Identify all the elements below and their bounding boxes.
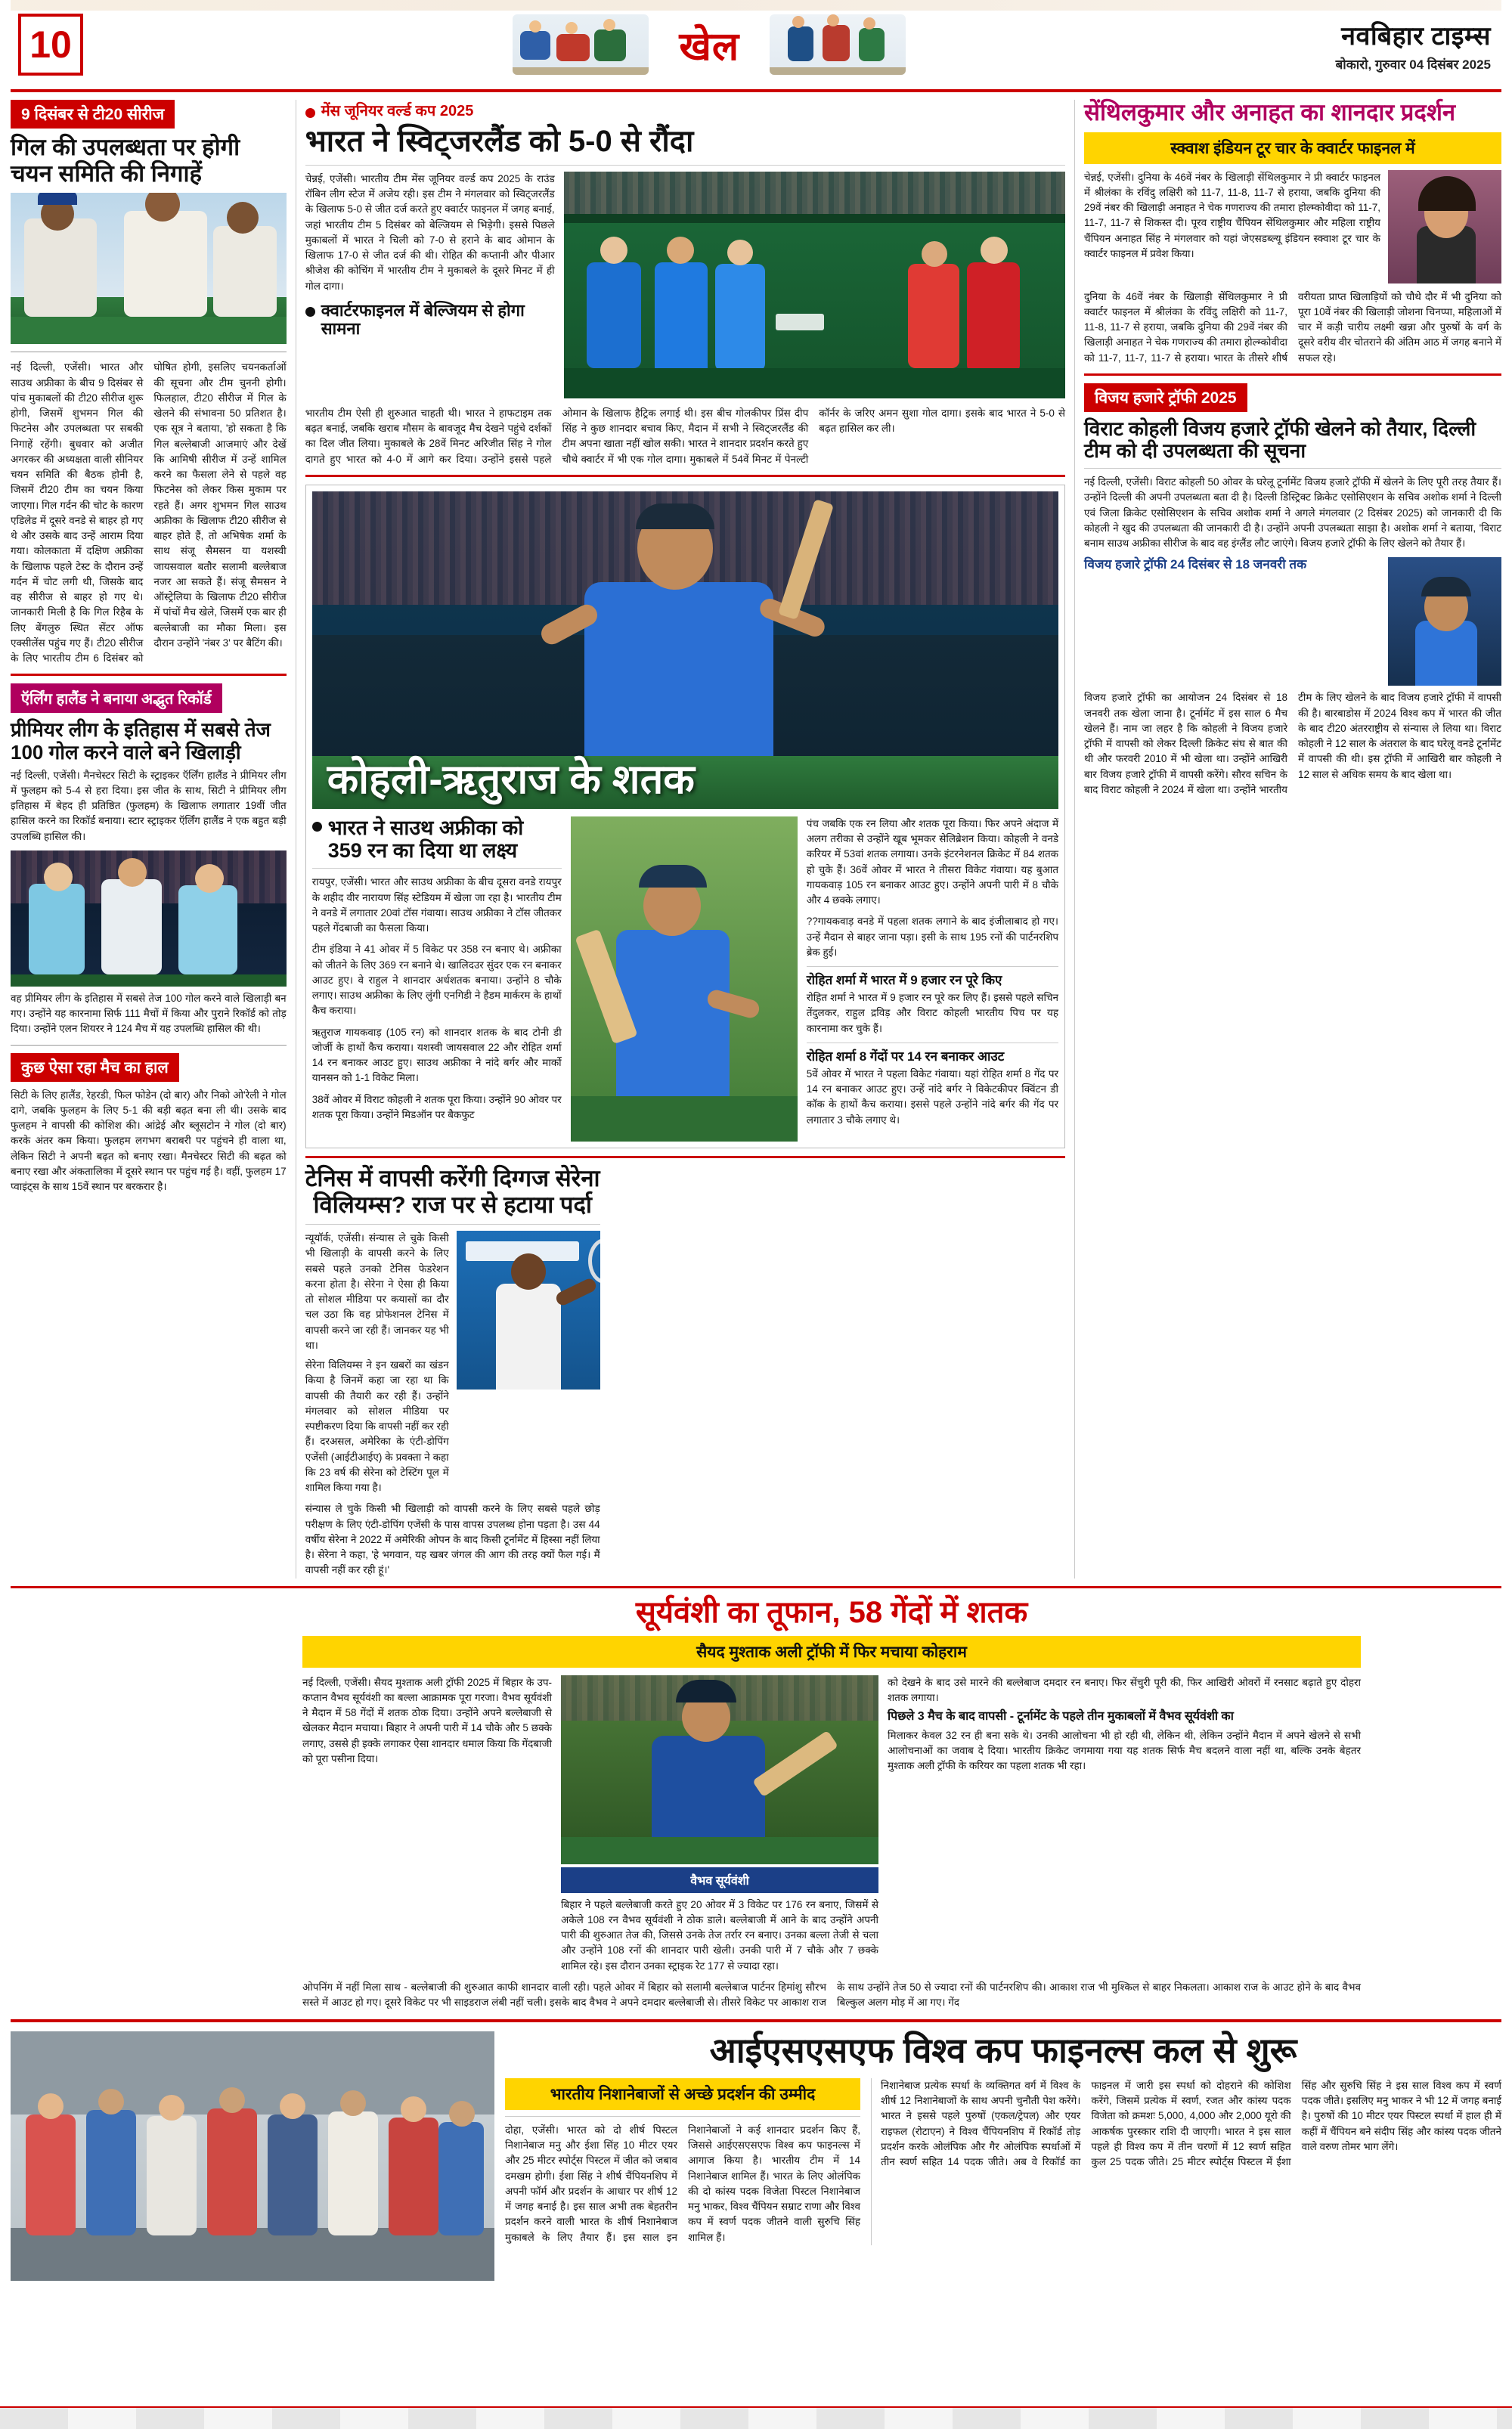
vijay-sub-col [1084, 557, 1380, 686]
mast-top-stripe [11, 0, 1501, 11]
cricket-main-block [305, 485, 1065, 1148]
suryavanshi-photo [561, 1675, 878, 1864]
divider [11, 1045, 287, 1046]
left-second-photo-caption: वह प्रीमियर लीग के इतिहास में सबसे तेज 100 गोल करने वाले खिलाड़ी बन गए। उन्होंने यह कारनामा सिर्फ 111 मैचों में किया और पुराने रिकॉर्ड को तोड़ दिया। उन्होंने एलन शियरर ने 124 मैच में यह उपलब्धि हासिल की थी। [11, 992, 287, 1035]
tennis-body-2: सेरेना विलियम्स ने इन खबरों का खंडन किया है जिनमें कहा जा रहा था कि वापसी की तैयारी कर रही हैं। उन्होंने मंगलवार को सोशल मीडिया पर स्पष्टीकरण दिया कि वापसी नहीं कर रही हैं। दरअसल, अमेरिका के एंटी-डोपिंग एजेंसी (आईटीआईए) के प्रवक्ता ने कहा कि 23 वर्ष की सेरेना को टेस्टिंग पूल में शामिल किया गया है। [305, 1359, 449, 1494]
kohli-photo [1388, 557, 1501, 686]
hockey-top-row [305, 172, 1065, 398]
tennis-headline: टेनिस में वापसी करेंगी दिग्गज सेरेना विलियम्स? राज पर से हटाया पर्दा [305, 1164, 600, 1218]
bullet-dot-icon [305, 108, 315, 118]
cricket-right-1: पंच जबकि एक रन लिया और शतक पूरा किया। फिर अपने अंदाज में अलग तरीका से उन्होंने खूब भूमकर सेलिब्रेशन किया। कोहली ने वनडे करियर में 53वां शतक लगाया। उनके इंटरनेशनल क्रिकेट में 84 शतक हो चुके हैं। 36वें ओवर में भारत ने तीसरा विकेट गंवाया। यह बुआत गायकवाड़ 105 रन बनाकर आउट हुए। उन्होंने अपनी पारी में 8 चौके और 4 छक्के लगाए। [806, 817, 1059, 906]
left-second-headline: प्रीमियर लीग के इतिहास में सबसे तेज 100 गोल करने वाले बने खिलाड़ी [11, 718, 271, 764]
divider [1084, 468, 1501, 469]
right-column [1074, 100, 1501, 1579]
issf-text [505, 2031, 1501, 2281]
suryavanshi-photo-caption: वैभव सूर्यवंशी [561, 1867, 878, 1893]
cricket-left-col [312, 816, 562, 1142]
cricket-sub-1-head: रोहित शर्मा में भारत में 9 हजार रन पूरे किए [806, 973, 1002, 988]
cricket-sub-1-body: रोहित शर्मा ने भारत में 9 हजार रन पूरे कर लिए हैं। इससे पहले सचिन तेंदुलकर, राहुल द्रविड़ और विराट कोहली भारतीय पिच पर यह कारनामा कर चुके हैं। [806, 992, 1059, 1034]
suryavanshi-block [11, 1586, 1501, 2011]
tennis-body-1: न्यूयॉर्क, एजेंसी। संन्यास ले चुके किसी भी खिलाड़ी के वापसी करने के लिए सबसे पहले उनको टेनिस फेडरेशन करना होता है। सेरेना ने ऐसा ही किया तो सोशल मीडिया पर कयासों का दौर चल उठा कि वह प्रोफेशनल टेनिस में वापसी करने जा रही हैं। जानकर यह भी था। [305, 1232, 449, 1351]
masthead-right [1336, 17, 1501, 73]
suryavanshi-inner [302, 1596, 1361, 2011]
cricket-right-col [807, 816, 1058, 1142]
vijay-subhead: विजय हजारे ट्रॉफी 24 दिसंबर से 18 जनवरी तक [1084, 557, 1307, 572]
divider [11, 674, 287, 676]
vijay-body: नई दिल्ली, एजेंसी। विराट कोहली 50 ओवर के घरेलू टूर्नामेंट विजय हजारे ट्रॉफी में खेलने के लिए पूरी तरह तैयार हैं। उन्होंने दिल्ली की अपनी उपलब्धता बता दी है। दिल्ली डिस्ट्रिक्ट क्रिकेट एसोसिएशन के सचिव अशोक शर्मा ने दिल्ली एवं जिला क्रिकेट एसोसिएशन के सचिव अशोक शर्मा ने अगले मंगलवार (2 दिसंबर 2025) को जानकारी दी कि कोहली ने खुद की उपलब्धता की जानकारी दी है। उन्होंने अपनी उपलब्धता साझा है। अशोक शर्मा ने बताया, 'विराट बनाम साउथ अफ्रीका सीरीज के बाद वह इंग्लैंड लौट जाएंगे। विजय हजारे ट्रॉफी के लिए खेलने को तैयार हैं। [1084, 476, 1501, 550]
middle-column [296, 100, 1065, 1579]
tennis-row [305, 1231, 600, 1495]
left-third-body: सिटी के लिए हालैंड, रेहरडी, फिल फोडेन (दो बार) और निको ओ'रेली ने गोल दागे, जबकि फुलहम के लिए 5-1 की बड़ी बढ़त बना ली थी। उसके बाद फुलहम ने वापसी की कोशिश की। आंद्रेई और ब्लूसटोन ने गोल (दो बार) करके अंतर कम किया। फुलहम लगभग बराबरी पर पहुंचने ही वाला था, लेकिन सिटी ने अपनी बढ़त को बनाए रखा। मैनचेस्टर सिटी की बढ़त को बनाए रखा और अंकतालिका में दूसरे स्थान पर पहुंच गई है। वहीं, फुलहम 17 प्वाइंट्स के साथ 15वें स्थान पर बरकरार है। [11, 1089, 287, 1193]
suryavanshi-subhead: सैयद मुश्ताक अली ट्रॉफी में फिर मचाया कोहराम [302, 1636, 1361, 1668]
left-second-photo [11, 850, 287, 987]
squash-body-1: चेन्नई, एजेंसी। दुनिया के 46वें नंबर के खिलाड़ी सेंथिलकुमार ने प्री क्वार्टर फाइनल में श्रीलंका के रविंदु लक्षिरी को 11-7, 11-8, 11-7 से हराया, जबकि दुनिया की 29वें नंबर की खिलाड़ी अनाहत ने चेक गणराज्य की तमारा होल्म्कोवीदा को 11-7, 11-7, 11-7 से शिकस्त दी। पूरव राष्ट्रीय चैंपियन सेंथिलकुमार और महिला राष्ट्रीय चैंपियन अनाहत सिंह ने मंगलवार को यहां जेएसडब्ल्यू इंडियन स्क्वाश टूर चार के क्वार्टर फाइनल में प्रवेश किया। [1084, 171, 1380, 259]
issf-body-1: दोहा, एजेंसी। भारत को दो शीर्ष पिस्टल निशानेबाज मनु और ईशा सिंह 10 मीटर एयर और 25 मीटर स्पोर्ट्स पिस्टल में जीत को जबाव दमखम होगी। ईशा सिंह ने शीर्ष चैंपियनशिप में अपनी फॉर्म और प्रदर्शन के आधार पर शीर्ष 12 में जगह बनाई है। इस साल अभी तक बेहतरीन प्रदर्शन करने वाली भारत के शीर्ष निशानेबाज मुकाबले के लिए तैयार हैं। इस साल इन निशानेबाजों ने कई शानदार प्रदर्शन किए हैं, जिससे आईएसएसएफ विश्व कप फाइनल्स में आगाज किया है। भारतीय टीम में 14 निशानेबाज शामिल हैं। भारत के लिए ओलंपिक की दो कांस्य पदक विजेता पिस्टल निशानेबाज मनु भाकर, विश्व चैंपियन सम्राट राणा और विश्व कप में स्वर्ण पदक जीतने वाली सुरुचि सिंह शामिल हैं। [505, 2124, 860, 2243]
left-second-body: नई दिल्ली, एजेंसी। मैनचेस्टर सिटी के स्ट्राइकर ऍर्लिंग हालैंड ने प्रीमियर लीग में फुलहम को 5-4 से हरा दिया। इस जीत के साथ, सिटी ने प्रीमियर लीग इतिहास में बेहद ही प्रतिष्ठित (फुलहम) के खिलाफ लगातार 19वीं जीत हासिल करने का रिकॉर्ड बनाया। स्टार स्ट्राइकर ऍर्लिंग हालैंड ने एक बहुत बड़ी उपलब्धि हासिल की। [11, 769, 287, 842]
cricket-sub-2-body: 5वें ओवर में भारत ने पहला विकेट गंवाया। यहां रोहित शर्मा 8 गेंद पर 14 रन बनाकर आउट हुए। उन्हें नांदे बर्गर ने विकेटकीपर क्विंटन डी कॉक के हाथों कैच कराया। इससे पहले उन्होंने नांदे बर्गर की गेंद पर लगातार 3 चौके लगाए थे। [806, 1067, 1059, 1126]
hockey-body-2: भारतीय टीम ऐसी ही शुरुआत चाहती थी। भारत ने हाफटाइम तक बढ़त बनाई, जबकि खराब मौसम के बावजूद मैच देखने पहुंचे दर्शकों का दिल जीत लिया। मुकाबले के 28वें मिनट अरिजीत सिंह ने गोल दागते हुए भारत को 4-0 में आगे कर दिया। उन्होंने इससे पहले ओमान के खिलाफ हैट्रिक लगाई थी। इस बीच गोलकीपर प्रिंस दीप सिंह ने कुछ शानदार बचाव किए, मैदान में सभी ने स्विट्जरलैंड की टीम अपना खाता नहीं खोल सकी। भारत ने शानदार प्रदर्शन करते हुए चौथे क्वार्टर में भी एक गोल दागा। मुकाबले में 54वें मिनट में पेनल्टी कॉर्नर के जरिए अमन सुशा गोल दागा। इसके बाद भारत ने 5-0 से बढ़त हासिल कर ली। [305, 407, 1066, 465]
hockey-text-col [305, 172, 555, 398]
edition-line: बोकारो, गुरुवार 04 दिसंबर 2025 [1335, 57, 1491, 72]
page-number: 10 [18, 14, 83, 76]
issf-row [505, 2078, 1501, 2245]
left-top-tag: 9 दिसंबर से टी20 सीरीज [11, 100, 175, 129]
masthead-art-left [513, 14, 649, 75]
suryavanshi-body-5: मिलाकर केवल 32 रन ही बना सके थे। उनकी आलोचना भी हो रही थी, लेकिन थी, लेकिन उन्होंने मैदान में अपने खेलने से सभी आलोचनाओं का जवाब दे दिया। भारतीय क्रिकेट जगमाया गया यह शतक सिर्फ मैच बदलने वाला नहीं था, बल्कि उनके बेहतर मुश्ताक अली ट्रॉफी के करियर का पहला शतक भी रहा। [888, 1729, 1361, 1772]
cricket-main-row [312, 816, 1058, 1142]
left-top-body: नई दिल्ली, एजेंसी। भारत और साउथ अफ्रीका के बीच 9 दिसंबर से पांच मुकाबलों की टी20 सीरीज शुरू होगी, जिसमें शुभमन गिल की फिटनेस और उपलब्धता पर सबकी निगाहें रहेंगी। बुधवार को अजीत अगरकर की अध्यक्षता वाली सीनियर चयन समिति की बैठक होनी है, जिसमें टी20 टीम का चयन किया जाएगा। गिल गर्दन की चोट के कारण एडिलेड में दूसरे वनडे से बाहर हो गए थे और उसके बाद उन्हें आराम दिया गया। कोलकाता में दक्षिण अफ्रीका के खिलाफ पहले टेस्ट के दौरान उन्हें गर्दन में चोट लगी थी, जिसके बाद वह सीरीज से बाहर हो गए थे। जानकारी मिली है कि गिल रिहैब के लिए बेंगलुरु स्थित सेंटर ऑफ एक्सीलेंस पहुंच गए हैं। टी20 सीरीज के लिए भारतीय टीम 6 दिसंबर को घोषित होगी, इसलिए चयनकर्ताओं की सूचना और टीम चुननी होगी। फिलहाल, टी20 सीरीज में गिल के खेलने की संभावना 50 प्रतिशत है। एक सूत्र ने बताया, 'हो सकता है कि गिल बल्लेबाजी आजमाएं और देखें कि आमिषी सीरीज में उन्हें शामिल करने का फैसला लेने से पहले वह फिटनेस को लेकर किस मुकाम पर रहते हैं। अगर शुभमन गिल साउथ अफ्रीका के खिलाफ टी20 सीरीज से बाहर होते हैं, तो अभिषेक शर्मा के साथ संजू सैमसन या यशस्वी जायसवाल बतौर सलामी बल्लेबाज नजर आ सकते हैं। संजू सैमसन ने ऑस्ट्रेलिया के खिलाफ टी20 सीरीज में पांचों मैच खेले, जिसमें एक बार ही बल्लेबाजी का मौका मिला। इस दौरान उन्होंने 'नंबर 3' पर बैटिंग की। [11, 361, 287, 665]
divider [305, 165, 1065, 166]
suryavanshi-body-1: नई दिल्ली, एजेंसी। सैयद मुश्ताक अली ट्रॉफी 2025 में बिहार के उप-कप्तान वैभव सूर्यवंशी का बल्ला आक्रामक पूरा गरजा। वैभव सूर्यवंशी ने मैदान में 58 गेंदों में शतक ठोक दिया। उन्होंने अपने बल्लेबाजी से खेलकर मैदान मचाया। बिहार ने अपनी पारी में 14 चौके और 5 छक्के लगाए, उससे ही इक्के लगाकर ऐसा शानदार धमाल किया कि गेंदबाजी को पूरा पसीना दिया। [302, 1676, 552, 1764]
divider [807, 966, 1058, 967]
squash-subhead: स्क्वाश इंडियन टूर चार के क्वार्टर फाइनल में [1084, 132, 1501, 164]
divider [305, 475, 1065, 477]
divider [505, 2116, 860, 2117]
divider [305, 1224, 600, 1225]
masthead-art-right [770, 14, 906, 75]
left-top-headline: गिल की उपलब्धता पर होगी चयन समिति की निगाहें [11, 134, 240, 187]
vijay-body-2: विजय हजारे ट्रॉफी का आयोजन 24 दिसंबर से 18 जनवरी तक खेला जाना है। टूर्नामेंट में इस साल 6 मैच खेलने हैं। नाम जा लहर है कि कोहली ने विजय हजारे ट्रॉफी में वापसी को लेकर दिल्ली क्रिकेट संघ से बात की थी और फरवरी 2010 में भी खेला था। उन्होंने आखिरी बार विजय हजारे ट्रॉफी में वापसी करेंगे। सौरव सचिन के बाद विराट कोहली ने 2024 में खेला था। उन्होंने भारतीय टीम के लिए खेलने के बाद विजय हजारे ट्रॉफी में वापसी की है। बारबाडोस में 2024 विश्व कप में भारत की जीत के बाद टी20 अंतरराष्ट्रीय से संन्यास ले लिया था। विराट कोहली ने 12 साल के अंतराल के बाद घरेलू वनडे टूर्नामेंट में वापसी की थी। इस ट्रॉफी में आखिरी बार कोहली ने 12 साल से अधिक समय के बाद खेला था। [1084, 692, 1501, 795]
cricket-body-2: टीम इंडिया ने 41 ओवर में 5 विकेट पर 358 रन बनाए थे। अफ्रीका को जीतने के लिए 369 रन बनाने थे। खालिदउर सुंदर एक रन बनाकर आउट हुए। वे राहुल ने शानदार अर्धशतक बनाया। उन्होंने 8 चौके लगाए। साउथ अफ्रीका के लिए लुंगी एनगिडी ने हैडम मार्करम के हाथों कैच कराया। [311, 943, 562, 1017]
hockey-bullet-text: क्वार्टरफाइनल में बेल्जियम से होगा सामना [321, 300, 525, 339]
tennis-text [305, 1231, 449, 1495]
cricket-subhead: भारत ने साउथ अफ्रीका को 359 रन का दिया था लक्ष्य [327, 816, 524, 863]
suryavanshi-body-2: ओपनिंग में नहीं मिला साथ - बल्लेबाजी की शुरुआत काफी शानदार वाली रही। पहले ओवर में बिहार को सलामी बल्लेबाज पार्टनर हिमांशु सौरभ सस्ते में आउट हो गए। दूसरे विकेट पर भी साइडराज लंबी नहीं चली। इसके बाद वैभव ने अपने दमदार बल्लेबाजी से। तीसरे विकेट पर आकाश राज के साथ उन्होंने तेज 50 से ज्यादा रनों की पार्टनरशिप की। आकाश राज भी मुश्किल से बाहर निकलता। आकाश राज के आउट होने के बाद वैभव बिल्कुल अलग मोड़ में आ गए। गेंद [302, 1981, 1361, 2009]
hockey-bullet [305, 302, 555, 339]
left-second-tag: ऍर्लिंग हालैंड ने बनाया अद्भुत रिकॉर्ड [11, 683, 222, 713]
divider [1084, 373, 1501, 376]
squash-player-photo [1388, 170, 1501, 283]
vijay-row [1084, 557, 1501, 686]
bullet-dot-icon [305, 307, 315, 317]
suryavanshi-sub-1: पिछले 3 मैच के बाद वापसी - टूर्नामेंट के पहले तीन मुकाबलों में वैभव सूर्यवंशी का [888, 1710, 1234, 1724]
hockey-tag: मेंस जूनियर वर्ल्ड कप 2025 [321, 103, 474, 119]
cricket-right-2: ??गायकवाड़ वनडे में पहला शतक लगाने के बाद इंजीलाबाद हो गए। उन्हें मैदान से बाहर जाना पड़ा। इसी के साथ 195 रनों की पार्टनरशिप ब्रेक हुई। [806, 916, 1059, 958]
hockey-tag-row [305, 100, 1065, 120]
left-top-photo [11, 193, 287, 344]
main-columns [11, 100, 1501, 1579]
cricket-body-4: 38वें ओवर में विराट कोहली ने शतक पूरा किया। उन्होंने 90 ओवर पर शतक पूरा किया। उन्होंने मिडऑन पर बैकफुट [311, 1093, 562, 1120]
hockey-headline: भारत ने स्विट्जरलैंड को 5-0 से रौंदा [305, 125, 694, 158]
vijay-headline: विराट कोहली विजय हजारे ट्रॉफी खेलने को तैयार, दिल्ली टीम को दी उपलब्धता की सूचना [1084, 417, 1476, 463]
issf-headline: आईएसएसएफ विश्व कप फाइनल्स कल से शुरू [709, 2031, 1297, 2071]
tennis-block [305, 1166, 600, 1579]
issf-body-2: निशानेबाज प्रत्येक स्पर्धा के व्यक्तिगत वर्ग में विश्व के शीर्ष 12 निशानेबाजों के साथ अपनी चुनौती पेश करेंगे। भारत ने इससे पहले पुरुषों (एकल/ट्रेपल) और एयर राइफल (रोटाएन) ने विश्व चैंपियनशिप में रिकॉर्ड तोड़ प्रदर्शन करके ओलंपिक और गैर ओलंपिक स्पर्धाओं में तीन स्वर्ण सहित 14 पदक जीते। अब वे रिकॉर्ड का फाइनल में जारी इस स्पर्धा को दोहराने की कोशिश करेंगे, जिसमें प्रत्येक में स्वर्ण, रजत और कांस्य पदक विजेता को क्रमशः 5,000, 4,000 और 2,000 यूरो की आकर्षक पुरस्कार राशि दी जाएगी। भारत ने इस साल पहले ही विश्व कप में तीन चरणों में 12 स्वर्ण सहित कुल 25 पदक जीते। 25 मीटर स्पोर्ट्स पिस्टल में ईशा सिंह और सुरुचि सिंह ने इस साल विश्व कप में स्वर्ण पदक जीते। इसलिए मनु भाकर ने भी 12 में जगह बनाई है। पुरुषों की 10 मीटर एयर पिस्टल स्पर्धा में हाल ही में कहीं में चैंपियन बने संदीप सिंह और कांस्य पदक जीतने वाले वरुण तोमर भाग लेंगे। [881, 2079, 1501, 2168]
suryavanshi-body-4: बिहार ने पहले बल्लेबाजी करते हुए 20 ओवर में 3 विकेट पर 176 रन बनाए, जिसमें से अकेले 108 रन वैभव सूर्यवंशी ने ठोक डाले। बल्लेबाजी में आने के बाद उन्होंने अपनी पारी की शुरुआत तेज की, जिससे उनके तेज तर्रार रन बनाए। उनका बल्ला तेजी से चला और उन्होंने 108 रनों की शानदार पारी खेली। उनकी पारी में 7 चौके और 7 छक्के शामिल रहे। इस दौरान उनका स्ट्राइक रेट 177 से ज्यादा रहा। [561, 1898, 878, 1972]
left-third-tag: कुछ ऐसा रहा मैच का हाल [11, 1053, 179, 1082]
issf-photo [11, 2031, 494, 2281]
paper-name: नवबिहार टाइम्स [1341, 21, 1491, 51]
cricket-main-headline: कोहली-ऋतुराज के शतक [327, 757, 695, 803]
bullet-dot-icon [312, 822, 322, 832]
section-title: खेल [679, 24, 740, 69]
divider [312, 868, 562, 869]
masthead [11, 0, 1501, 92]
tennis-photo [457, 1231, 600, 1390]
tennis-body-3: संन्यास ले चुके किसी भी खिलाड़ी को वापसी करने के लिए सबसे पहले छोड़ परीक्षण के लिए एंटी-डोपिंग एजेंसी के पास वापस उपलब्ध होना पड़ता है। उस 44 वर्षीय सेरेना ने 2022 में अमेरिकी ओपन के बाद किसी टूर्नामेंट में हिस्सा नहीं लिया है। सेरेना ने कहा, 'हे भगवान, यह खबर जंगल की आग की तरह क्यों फैल गई। मैं वापसी नहीं कर रही हूं।' [305, 1503, 600, 1576]
suryavanshi-right-col [888, 1675, 1361, 1974]
squash-row [1084, 170, 1501, 283]
vijay-tag: विजय हजारे ट्रॉफी 2025 [1084, 383, 1247, 412]
cricket-batsman-photo [571, 816, 798, 1142]
hockey-body-1: चेन्नई, एजेंसी। भारतीय टीम मेंस जूनियर वर्ल्ड कप 2025 के राउंड रॉबिन लीग स्टेज में अजेय रही। इस टीम ने मंगलवार को स्विट्जरलैंड के खिलाफ 5-0 से जीत दर्ज करते हुए क्वार्टर फाइनल में जगह बनाई, जहां भारतीय टीम 5 दिसंबर को बेल्जियम से भिड़ेगी। इससे पिछले मुकाबलों में भारत ने चिली को 7-0 से हराने के बाद ओमान के खिलाफ 17-0 से जीत दर्ज की थी। रोहित की कप्तानी और पीआर श्रीजेश की कोचिंग में भारतीय टीम ने मुकाबले के दूसरे मिनट में ही गोल दागा। [305, 172, 555, 292]
cricket-body-3: ऋतुराज गायकवाड़ (105 रन) को शानदार शतक के बाद टोनी डी जोर्जी के हाथों कैच कराया। यशस्वी जायसवाल 22 और रोहित शर्मा 14 रन बनाकर आउट हुए। साउथ अफ्रीका ने नांदे बर्गर और मार्को यानसन को 1-1 विकेट मिला। [311, 1026, 562, 1084]
cricket-body-1: रायपुर, एजेंसी। भारत और साउथ अफ्रीका के बीच दूसरा वनडे रायपुर के शहीद वीर नारायण सिंह स्टेडियम में खेला जा रहा है। भारतीय टीम ने वनडे में लगातार 20वां टॉस गंवाया। साउथ अफ्रीका ने टॉस जीतकर पहले गेंदबाजी का फैसला किया। [311, 876, 562, 934]
suryavanshi-headline: सूर्यवंशी का तूफान, 58 गेंदों में शतक [635, 1595, 1028, 1629]
left-column [11, 100, 287, 1579]
bottom-story [11, 2019, 1501, 2281]
cricket-subhead-row [312, 816, 562, 862]
cricket-hero-photo [312, 491, 1058, 809]
masthead-center [83, 14, 1336, 75]
suryavanshi-row [302, 1675, 1361, 1974]
suryavanshi-photo-col [561, 1675, 878, 1974]
squash-body-2: दुनिया के 46वें नंबर के खिलाड़ी सेंथिलकुमार ने प्री क्वार्टर फाइनल में श्रीलंका के रविंदु लक्षिरी को 11-7, 11-8, 11-7 से हराया, जबकि दुनिया की 29वें नंबर की खिलाड़ी अनाहत ने चेक गणराज्य की तमारा होल्म्कोवीदा को 11-7, 11-7, 11-7 से हराया। भारत के तीसरे शीर्ष वरीयता प्राप्त खिलाड़ियों को चौथे दौर में भी दुनिया को पूरा 10वें नंबर की खिलाड़ी जोशना चिनप्पा, महिलाओं में चार में कड़ी चारीय लक्ष्मी खन्ना और पुरुषों के वर्ग के दूसरे वरीय वीर चोतराने की अंतिम आठ में जगह बनाने में सफल रहे। [1084, 290, 1501, 364]
divider [305, 1156, 1065, 1158]
issf-right [871, 2078, 1501, 2245]
cricket-sub-2-head: रोहित शर्मा 8 गेंदों पर 14 रन बनाकर आउट [806, 1049, 1005, 1064]
squash-headline: सेंथिलकुमार और अनाहत का शानदार प्रदर्शन [1084, 99, 1456, 125]
issf-subhead: भारतीय निशानेबाजों से अच्छे प्रदर्शन की उम्मीद [505, 2078, 860, 2110]
issf-left [505, 2078, 860, 2245]
hockey-photo [564, 172, 1065, 398]
suryavanshi-body-3: को देखने के बाद उसे मारने की बल्लेबाज दमदार रन बनाए। फिर सेंचुरी पूरी की, फिर आखिरी ओवरों में रनसाट बढ़ाते हुए दोहरा शतक लगाया। [888, 1676, 1361, 1703]
page-footer-strip [0, 2406, 1512, 2429]
